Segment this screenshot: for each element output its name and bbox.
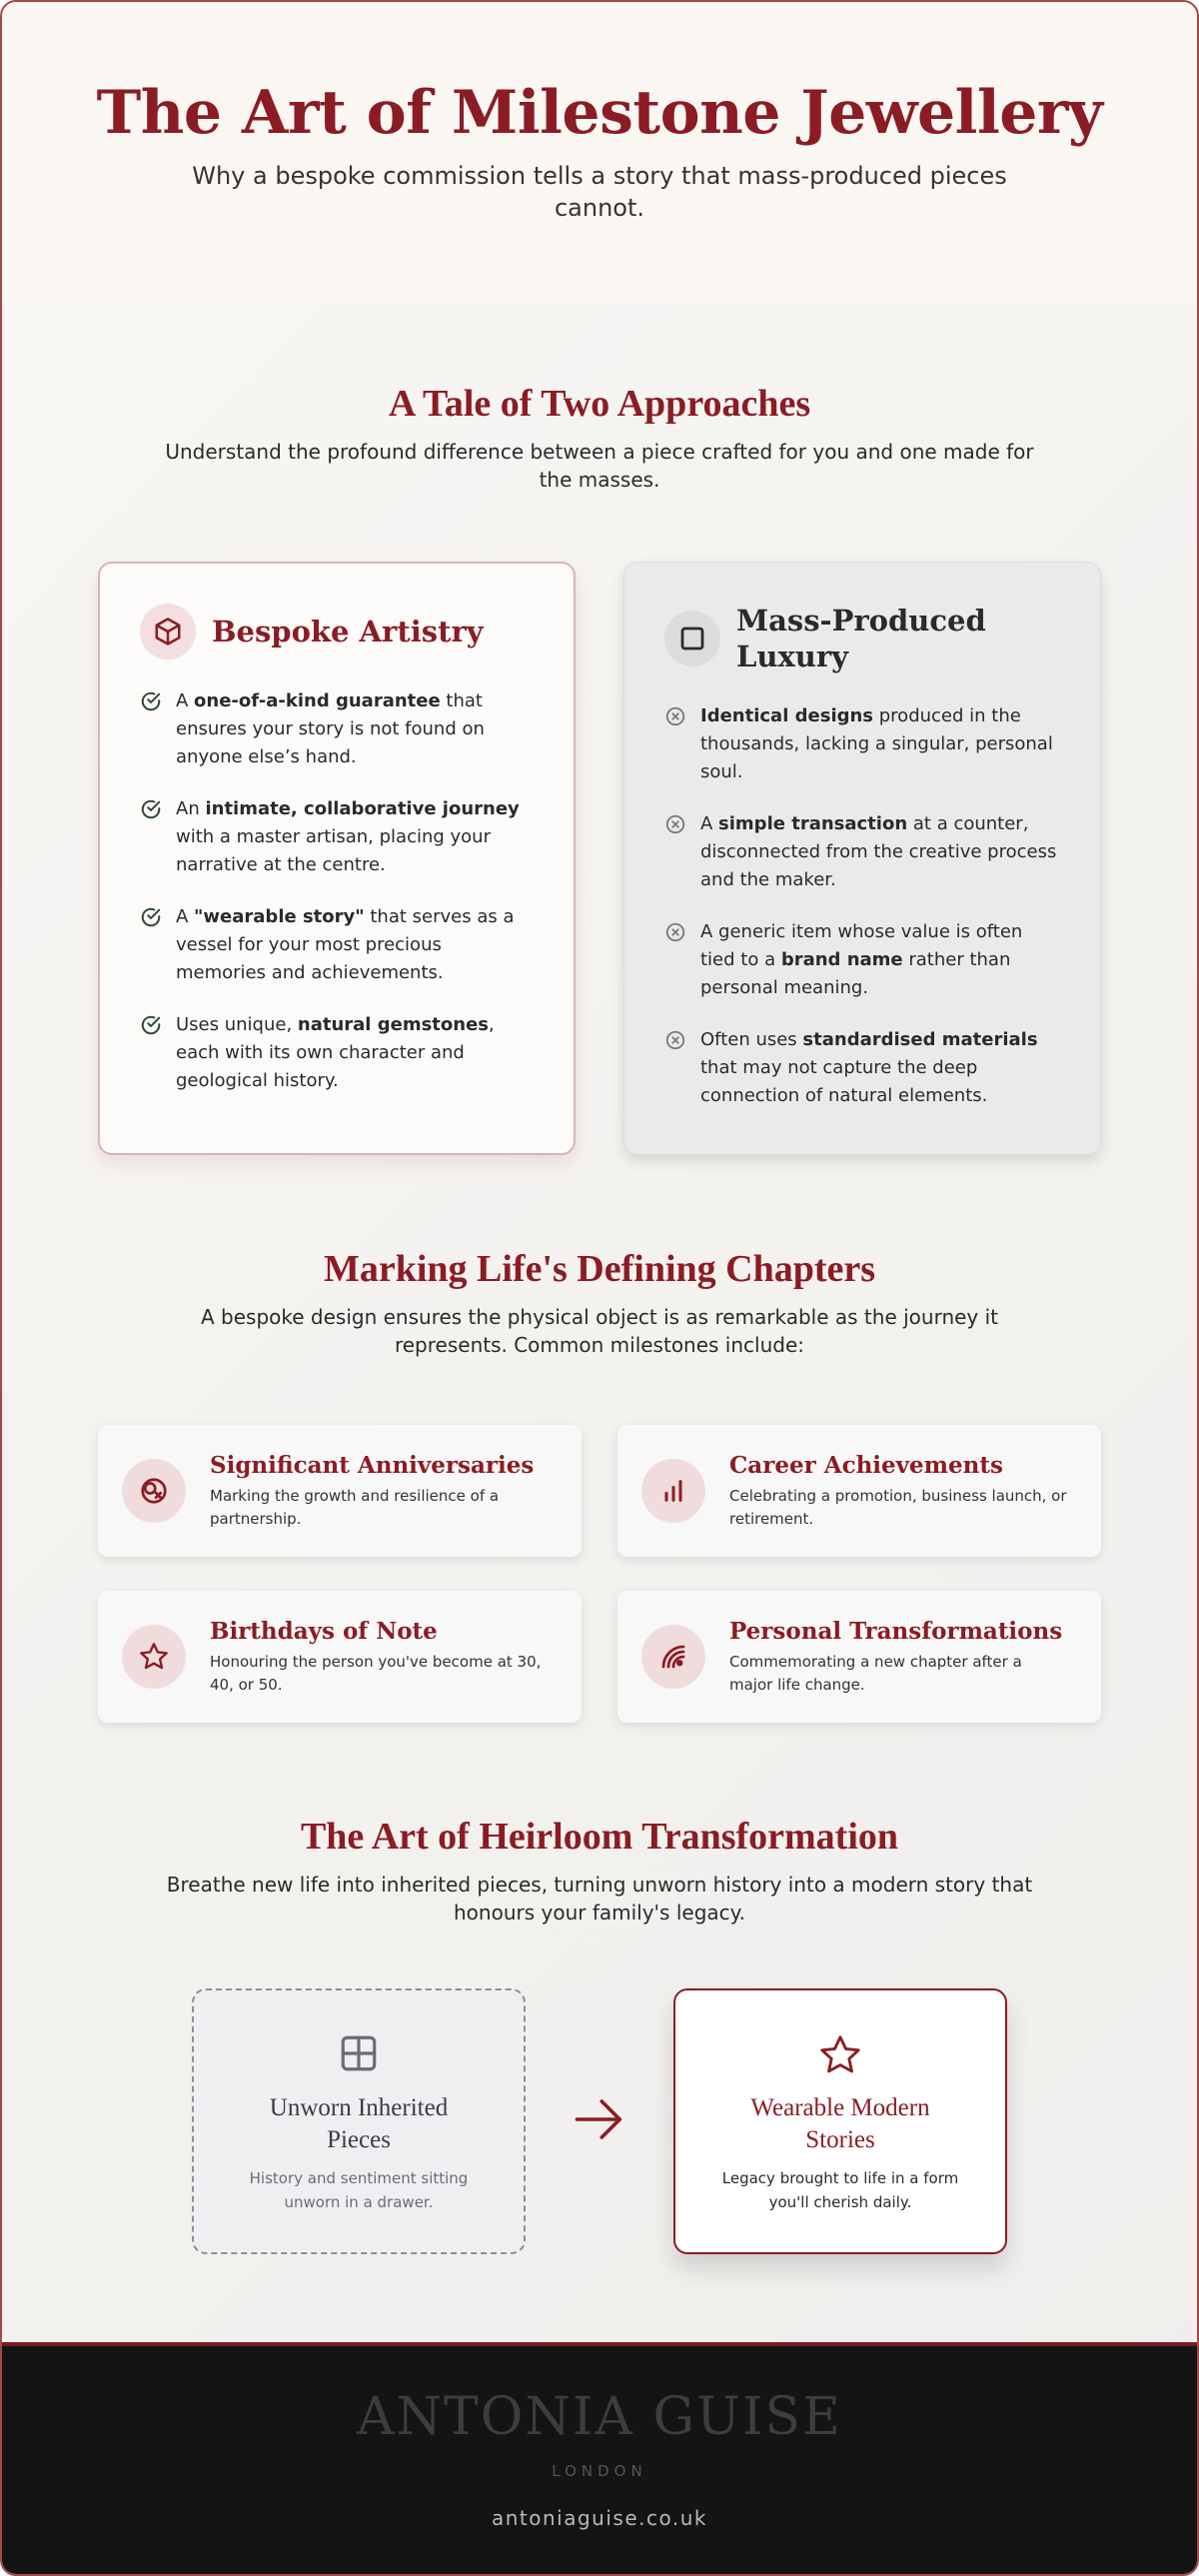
milestone-desc: Commemorating a new chapter after a major life change. <box>729 1653 1022 1694</box>
square-icon <box>664 611 720 666</box>
list-item <box>664 1026 1060 1110</box>
mass-card <box>623 562 1101 1155</box>
milestone-card <box>98 1591 582 1723</box>
list-item-text-bold: intimate, collaborative journey <box>205 798 520 819</box>
bespoke-card-title: Bespoke Artistry <box>212 615 484 648</box>
rainbow-icon <box>641 1625 705 1689</box>
brand-logo: ANTONIA GUISE <box>357 2387 842 2447</box>
milestone-card <box>617 1425 1101 1557</box>
milestone-card <box>617 1591 1101 1723</box>
list-item <box>664 810 1060 894</box>
milestone-title: Personal Transformations <box>729 1618 1063 1645</box>
milestone-card <box>98 1425 582 1557</box>
website-link[interactable]: antoniaguise.co.uk <box>491 2506 707 2530</box>
heirloom-section <box>2 1723 1197 2254</box>
milestone-title: Significant Anniversaries <box>210 1452 535 1479</box>
comparison-title: A Tale of Two Approaches <box>388 383 811 425</box>
comparison-intro: Understand the profound difference between a piece crafted for you and one made for the masses. <box>165 440 1034 492</box>
after-desc: Legacy brought to life in a form you'll cherish daily. <box>721 2169 959 2211</box>
x-circle-icon <box>664 813 686 835</box>
x-circle-icon <box>664 1029 686 1051</box>
footer <box>2 2342 1197 2576</box>
list-item-text-pre: A <box>700 813 719 834</box>
check-circle-icon <box>140 798 162 820</box>
milestones-intro: A bespoke design ensures the physical object is as remarkable as the journey it represents. Common milestones include: <box>200 1305 999 1357</box>
list-item-text-post: rather than personal meaning. <box>700 949 1011 998</box>
list-item-text <box>176 687 534 771</box>
milestone-desc: Marking the growth and resilience of a partnership. <box>210 1487 500 1528</box>
grid-icon <box>194 2032 524 2078</box>
page-subtitle: Why a bespoke commission tells a story that mass-produced pieces cannot. <box>192 162 1007 222</box>
milestones-section <box>2 1155 1197 1723</box>
list-item-text-bold: standardised materials <box>802 1029 1038 1050</box>
list-item-text-bold: "wearable story" <box>194 906 365 927</box>
check-circle-icon <box>140 1014 162 1036</box>
list-item-text <box>176 795 534 879</box>
before-box <box>192 1988 526 2254</box>
after-title: Wearable Modern Stories <box>750 2094 930 2153</box>
arrow-right-icon <box>573 2092 626 2150</box>
comparison-section <box>2 304 1197 1155</box>
check-circle-icon <box>140 690 162 712</box>
list-item-text <box>176 1011 534 1095</box>
milestone-title: Birthdays of Note <box>210 1618 438 1645</box>
star-icon <box>675 2032 1005 2078</box>
bespoke-card-header <box>140 604 534 659</box>
list-item-text-pre: Uses unique, <box>176 1014 298 1035</box>
list-item-text-bold: Identical designs <box>700 705 874 726</box>
star-icon <box>122 1625 186 1689</box>
heirloom-title: The Art of Heirloom Transformation <box>300 1816 899 1858</box>
after-box <box>673 1988 1007 2254</box>
heirloom-flow <box>192 1988 1007 2254</box>
list-item-text-post: , each with its own character and geological history. <box>176 1014 495 1091</box>
list-item-text-pre: An <box>176 798 206 819</box>
list-item <box>140 903 534 987</box>
before-desc: History and sentiment sitting unworn in a drawer. <box>249 2169 469 2211</box>
heirloom-intro: Breathe new life into inherited pieces, turning unworn history into a modern story that honours your family's legacy. <box>166 1873 1033 1925</box>
list-item-text-bold: natural gemstones <box>297 1014 490 1035</box>
list-item-text <box>700 702 1060 786</box>
milestone-desc: Honouring the person you've become at 30, 40, or 50. <box>210 1653 542 1694</box>
mass-card-header <box>664 603 1060 674</box>
milestones-title: Marking Life's Defining Chapters <box>323 1248 876 1290</box>
mass-list <box>664 702 1060 1110</box>
list-item-text-bold: one-of-a-kind guarantee <box>194 690 441 711</box>
page-title: The Art of Milestone Jewellery <box>96 78 1103 148</box>
list-item-text <box>700 810 1060 894</box>
list-item-text-post: at a counter, disconnected from the creative process and the maker. <box>700 813 1057 890</box>
brand-city: LONDON <box>552 2462 647 2480</box>
list-item-text <box>176 903 534 987</box>
list-item-text-post: produced in the thousands, lacking a singular, personal soul. <box>700 705 1053 782</box>
milestones-grid <box>98 1425 1101 1723</box>
list-item-text-pre: A <box>176 906 195 927</box>
cube-icon <box>140 604 196 659</box>
list-item-text <box>700 918 1060 1002</box>
list-item-text-pre: A <box>176 690 195 711</box>
list-item-text-pre: Often uses <box>700 1029 803 1050</box>
before-title: Unworn Inherited Pieces <box>269 2094 449 2153</box>
list-item-text-post: that serves as a vessel for your most precious memories and achievements. <box>176 906 515 983</box>
comparison-cards <box>98 562 1101 1155</box>
list-item <box>140 1011 534 1095</box>
hero-section <box>2 2 1197 304</box>
list-item-text <box>700 1026 1060 1110</box>
list-item-text-pre: A generic item whose value is often tied to a <box>700 921 1023 970</box>
bespoke-card <box>98 562 576 1155</box>
milestone-desc: Celebrating a promotion, business launch, or retirement. <box>729 1487 1067 1528</box>
list-item-text-bold: brand name <box>780 949 903 970</box>
check-circle-icon <box>140 906 162 928</box>
milestone-title: Career Achievements <box>729 1452 1003 1479</box>
list-item-text-post: that may not capture the deep connection of natural elements. <box>700 1057 988 1106</box>
list-item <box>140 795 534 879</box>
list-item-text-post: that ensures your story is not found on anyone else’s hand. <box>176 690 485 767</box>
list-item <box>664 918 1060 1002</box>
list-item-text-bold: simple transaction <box>718 813 908 834</box>
list-item <box>140 687 534 771</box>
bespoke-list <box>140 687 534 1095</box>
list-item-text-post: with a master artisan, placing your narrative at the centre. <box>176 826 491 875</box>
list-item <box>664 702 1060 786</box>
x-circle-icon <box>664 705 686 727</box>
mass-card-title: Mass-Produced Luxury <box>736 604 986 673</box>
rings-icon <box>122 1459 186 1523</box>
bar-chart-icon <box>641 1459 705 1523</box>
x-circle-icon <box>664 921 686 943</box>
